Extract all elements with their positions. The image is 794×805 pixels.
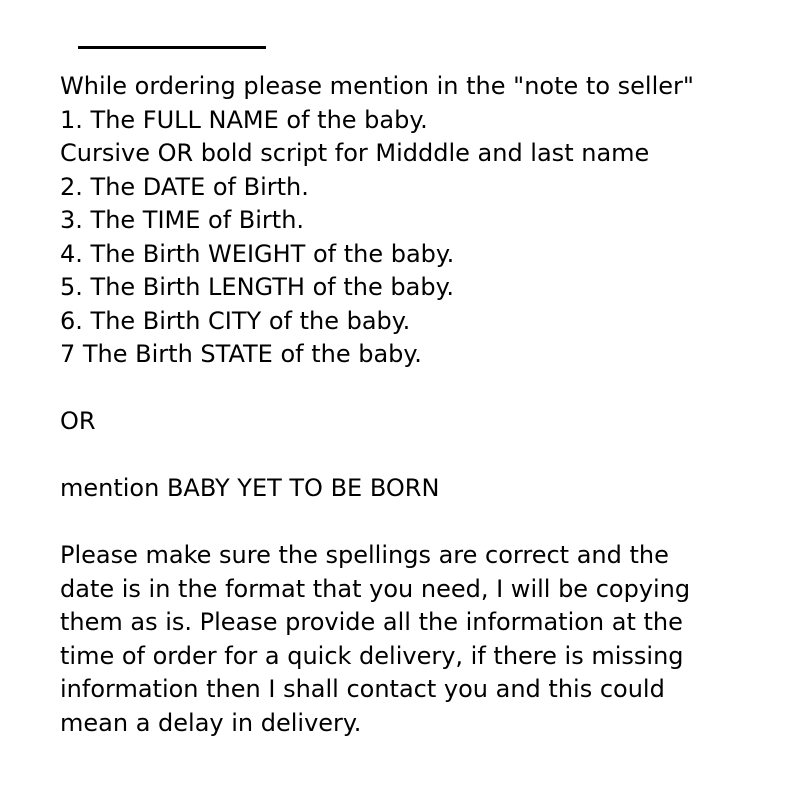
- or-separator: OR: [60, 407, 96, 435]
- notice-line: information then I shall contact you and this could: [60, 675, 665, 703]
- spacer: [60, 439, 780, 473]
- list-item-state: 7 The Birth STATE of the baby.: [60, 340, 422, 368]
- alternative-text: mention BABY YET TO BE BORN: [60, 474, 440, 502]
- order-instructions: [60, 70, 780, 740]
- spacer: [60, 506, 780, 540]
- spacer: [60, 372, 780, 406]
- list-item-script-note: Cursive OR bold script for Midddle and last name: [60, 139, 650, 167]
- list-item-length: 5. The Birth LENGTH of the baby.: [60, 273, 454, 301]
- notice-line: time of order for a quick delivery, if there is missing: [60, 641, 684, 670]
- list-item-city: 6. The Birth CITY of the baby.: [60, 306, 411, 335]
- list-item-full-name: 1. The FULL NAME of the baby.: [60, 105, 428, 134]
- intro-text: While ordering please mention in the "note to seller": [60, 72, 694, 100]
- notice-line: them as is. Please provide all the information at the: [60, 608, 683, 636]
- notice-line: Please make sure the spellings are correct and the: [60, 541, 669, 569]
- list-item-date: 2. The DATE of Birth.: [60, 172, 309, 201]
- notice-line: date is in the format that you need, I will be copying: [60, 574, 691, 603]
- top-divider-line: [78, 46, 266, 49]
- notice-line: mean a delay in delivery.: [60, 708, 362, 737]
- list-item-weight: 4. The Birth WEIGHT of the baby.: [60, 239, 455, 268]
- notice-paragraph: [60, 539, 750, 740]
- list-item-time: 3. The TIME of Birth.: [60, 206, 305, 234]
